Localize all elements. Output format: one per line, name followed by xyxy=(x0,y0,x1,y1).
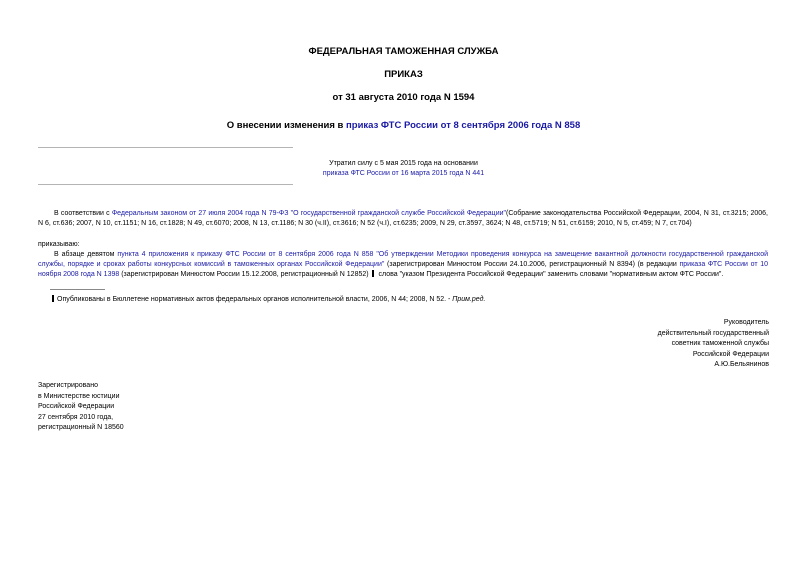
signature-line: А.Ю.Бельянинов xyxy=(714,361,769,368)
registration-line: в Министерстве юстиции xyxy=(38,392,120,400)
registration-block xyxy=(38,381,124,434)
signature-line: Российской Федерации xyxy=(692,350,769,358)
registration-line: Зарегистрировано xyxy=(38,382,98,389)
order-858-link[interactable]: пункта 4 приложения к приказу ФТС России от 8 сентября 2006 года N 858 "Об утверждении Методики проведения конкурса на замещение вакантной должности государственной гражданской службы, порядке и сроках работы конкурсных комиссий в таможенных органах Российской Федерации" xyxy=(38,251,768,268)
signature-block xyxy=(658,318,769,371)
status-rule-bottom xyxy=(38,184,293,185)
registration-line: 27 сентября 2010 года, xyxy=(38,413,114,421)
title-prefix: О внесении изменения в xyxy=(226,120,347,131)
order-word: приказываю: xyxy=(38,241,80,248)
body-text-1: (зарегистрирован Минюстом России 24.10.2006, регистрационный N 8394) (в редакции xyxy=(384,261,680,268)
title-link[interactable]: приказ ФТС России от 8 сентября 2006 года N 858 xyxy=(346,120,581,131)
footnote-text: Опубликованы в Бюллетене нормативных актов федеральных органов исполнительной власти, 2006, N 44; 2008, N 52. - xyxy=(57,296,453,303)
registration-line: Российской Федерации xyxy=(38,403,115,410)
federal-law-link[interactable]: Федеральным законом от 27 июля 2004 года N 79-ФЗ "О государственной гражданской службе Российской Федерации" xyxy=(111,210,506,217)
document-date-number: от 31 августа 2010 года N 1594 xyxy=(332,92,475,103)
footnote xyxy=(52,295,768,305)
footnote-ref-marker xyxy=(52,295,54,302)
document-type: ПРИКАЗ xyxy=(384,69,423,80)
signature-line: советник таможенной службы xyxy=(671,340,769,347)
preamble-paragraph xyxy=(38,209,768,229)
agency-name: ФЕДЕРАЛЬНАЯ ТАМОЖЕННАЯ СЛУЖБА xyxy=(308,46,499,57)
status-text: Утратил силу с 5 мая 2015 года на основании xyxy=(329,160,478,167)
footnote-marker xyxy=(372,270,374,277)
body-paragraph xyxy=(38,250,768,280)
signature-line: Руководитель xyxy=(723,319,769,326)
registration-line: регистрационный N 18560 xyxy=(38,424,124,431)
signature-line: действительный государственный xyxy=(657,329,769,337)
order-1398-link[interactable]: приказа ФТС России от 10 ноября 2008 года N 1398 xyxy=(38,261,768,278)
body-text-2: (зарегистрирован Минюстом России 15.12.2008, регистрационный N 12852) xyxy=(119,271,369,278)
footnote-rule xyxy=(50,289,105,290)
status-link[interactable]: приказа ФТС России от 16 марта 2015 года N 441 xyxy=(322,170,485,177)
status-rule-top xyxy=(38,147,293,148)
status-notice xyxy=(0,159,807,179)
footnote-note: Прим.ред. xyxy=(452,296,486,303)
document-title xyxy=(0,120,807,131)
preamble-prefix: В соответствии с xyxy=(54,210,112,217)
preamble-text: (Собрание законодательства Российской Федерации, 2004, N 31, ст.3215; 2006, N 6, ст.636; 2007, N 10, ст.1151; N 16, ст.1828; N 49, ст.6070; 2008, N 13, ст.1186; N 30 (ч.II), ст.3616; N 52 (ч.I), ст.6235; 2009, N 29, ст.3597, 3624; N 48, ст.5719; N 51, ст.6159; 2010, N 5, ст.459; N 7, ст.704) xyxy=(38,210,768,227)
body-prefix: В абзаце девятом xyxy=(54,251,118,258)
body-text-3: слова "указом Президента Российской Федерации" заменить словами "нормативным актом ФТС России". xyxy=(376,271,724,278)
